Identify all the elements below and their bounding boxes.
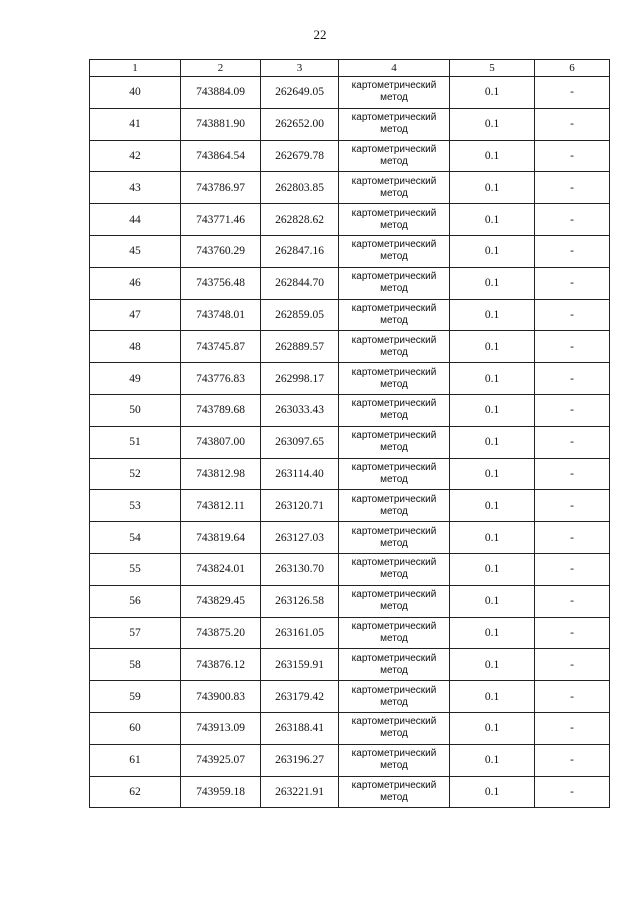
table-row [90, 585, 610, 617]
x-coordinate-cell: 743756.48 [181, 267, 261, 299]
point-number-cell: 57 [90, 617, 181, 649]
method-cell [339, 77, 450, 109]
x-coordinate-cell: 743824.01 [181, 553, 261, 585]
y-coordinate-cell: 262828.62 [261, 204, 339, 236]
table-row [90, 299, 610, 331]
note-cell: - [535, 426, 610, 458]
method-text-line2: метод [380, 155, 408, 167]
method-text-line2: метод [380, 760, 408, 772]
x-coordinate-cell: 743776.83 [181, 363, 261, 395]
point-number-cell: 56 [90, 585, 181, 617]
point-number-cell: 44 [90, 204, 181, 236]
x-coordinate-cell: 743959.18 [181, 776, 261, 808]
table-row [90, 426, 610, 458]
method-cell [339, 108, 450, 140]
method-cell [339, 522, 450, 554]
method-text-line2: метод [380, 632, 408, 644]
accuracy-cell: 0.1 [450, 267, 535, 299]
method-cell [339, 426, 450, 458]
accuracy-cell: 0.1 [450, 426, 535, 458]
note-cell: - [535, 394, 610, 426]
point-number-cell: 52 [90, 458, 181, 490]
method-text-line1: картометрический [351, 748, 437, 760]
method-cell [339, 458, 450, 490]
method-text-line2: метод [380, 442, 408, 454]
y-coordinate-cell: 262889.57 [261, 331, 339, 363]
method-text-line2: метод [380, 601, 408, 613]
x-coordinate-cell: 743812.98 [181, 458, 261, 490]
method-text-line2: метод [380, 537, 408, 549]
method-text-line2: метод [380, 473, 408, 485]
method-text-line2: метод [380, 664, 408, 676]
accuracy-cell: 0.1 [450, 394, 535, 426]
y-coordinate-cell: 262859.05 [261, 299, 339, 331]
table-row [90, 235, 610, 267]
table-row [90, 617, 610, 649]
accuracy-cell: 0.1 [450, 744, 535, 776]
method-cell [339, 585, 450, 617]
point-number-cell: 45 [90, 235, 181, 267]
table-row [90, 77, 610, 109]
note-cell: - [535, 522, 610, 554]
y-coordinate-cell: 263033.43 [261, 394, 339, 426]
point-number-cell: 51 [90, 426, 181, 458]
note-cell: - [535, 299, 610, 331]
method-text-line1: картометрический [351, 779, 437, 791]
accuracy-cell: 0.1 [450, 172, 535, 204]
method-text-line1: картометрический [351, 430, 437, 442]
y-coordinate-cell: 263126.58 [261, 585, 339, 617]
point-number-cell: 55 [90, 553, 181, 585]
point-number-cell: 41 [90, 108, 181, 140]
accuracy-cell: 0.1 [450, 712, 535, 744]
x-coordinate-cell: 743925.07 [181, 744, 261, 776]
y-coordinate-cell: 263130.70 [261, 553, 339, 585]
y-coordinate-cell: 263120.71 [261, 490, 339, 522]
method-text-line1: картометрический [351, 461, 437, 473]
table-row [90, 267, 610, 299]
x-coordinate-cell: 743875.20 [181, 617, 261, 649]
method-cell [339, 331, 450, 363]
note-cell: - [535, 617, 610, 649]
y-coordinate-cell: 262844.70 [261, 267, 339, 299]
note-cell: - [535, 712, 610, 744]
note-cell: - [535, 458, 610, 490]
point-number-cell: 49 [90, 363, 181, 395]
x-coordinate-cell: 743829.45 [181, 585, 261, 617]
table-row [90, 394, 610, 426]
y-coordinate-cell: 263097.65 [261, 426, 339, 458]
method-text-line1: картометрический [351, 239, 437, 251]
y-coordinate-cell: 262803.85 [261, 172, 339, 204]
accuracy-cell: 0.1 [450, 331, 535, 363]
point-number-cell: 58 [90, 649, 181, 681]
method-text-line1: картометрический [351, 334, 437, 346]
note-cell: - [535, 204, 610, 236]
y-coordinate-cell: 262652.00 [261, 108, 339, 140]
method-text-line1: картометрический [351, 207, 437, 219]
accuracy-cell: 0.1 [450, 585, 535, 617]
note-cell: - [535, 363, 610, 395]
method-text-line2: метод [380, 346, 408, 358]
point-number-cell: 53 [90, 490, 181, 522]
method-text-line1: картометрический [351, 525, 437, 537]
accuracy-cell: 0.1 [450, 649, 535, 681]
y-coordinate-cell: 263188.41 [261, 712, 339, 744]
method-cell [339, 267, 450, 299]
accuracy-cell: 0.1 [450, 522, 535, 554]
table-row [90, 649, 610, 681]
x-coordinate-cell: 743748.01 [181, 299, 261, 331]
y-coordinate-cell: 263179.42 [261, 681, 339, 713]
note-cell: - [535, 553, 610, 585]
point-number-cell: 60 [90, 712, 181, 744]
header-cell-y: 3 [261, 60, 339, 77]
method-cell [339, 490, 450, 522]
x-coordinate-cell: 743864.54 [181, 140, 261, 172]
header-cell-note: 6 [535, 60, 610, 77]
method-text-line2: метод [380, 124, 408, 136]
point-number-cell: 40 [90, 77, 181, 109]
x-coordinate-cell: 743786.97 [181, 172, 261, 204]
table-row [90, 172, 610, 204]
method-cell [339, 712, 450, 744]
table-row [90, 522, 610, 554]
method-cell [339, 681, 450, 713]
note-cell: - [535, 681, 610, 713]
note-cell: - [535, 140, 610, 172]
note-cell: - [535, 235, 610, 267]
accuracy-cell: 0.1 [450, 108, 535, 140]
page-number: 22 [313, 27, 327, 42]
x-coordinate-cell: 743881.90 [181, 108, 261, 140]
x-coordinate-cell: 743884.09 [181, 77, 261, 109]
note-cell: - [535, 108, 610, 140]
header-cell-method: 4 [339, 60, 450, 77]
method-text-line2: метод [380, 728, 408, 740]
method-cell [339, 363, 450, 395]
y-coordinate-cell: 263114.40 [261, 458, 339, 490]
method-text-line2: метод [380, 696, 408, 708]
table-row [90, 712, 610, 744]
table-row [90, 108, 610, 140]
method-text-line1: картометрический [351, 302, 437, 314]
method-text-line1: картометрический [351, 652, 437, 664]
x-coordinate-cell: 743771.46 [181, 204, 261, 236]
method-text-line1: картометрический [351, 80, 437, 92]
table-row [90, 681, 610, 713]
y-coordinate-cell: 263127.03 [261, 522, 339, 554]
method-text-line2: метод [380, 251, 408, 263]
table-row [90, 363, 610, 395]
point-number-cell: 46 [90, 267, 181, 299]
point-number-cell: 62 [90, 776, 181, 808]
accuracy-cell: 0.1 [450, 776, 535, 808]
y-coordinate-cell: 262649.05 [261, 77, 339, 109]
point-number-cell: 47 [90, 299, 181, 331]
method-cell [339, 140, 450, 172]
method-text-line2: метод [380, 791, 408, 803]
method-cell [339, 204, 450, 236]
note-cell: - [535, 331, 610, 363]
method-text-line1: картометрический [351, 493, 437, 505]
x-coordinate-cell: 743807.00 [181, 426, 261, 458]
method-cell [339, 172, 450, 204]
accuracy-cell: 0.1 [450, 77, 535, 109]
method-text-line1: картометрический [351, 143, 437, 155]
accuracy-cell: 0.1 [450, 204, 535, 236]
method-text-line2: метод [380, 219, 408, 231]
x-coordinate-cell: 743913.09 [181, 712, 261, 744]
y-coordinate-cell: 263221.91 [261, 776, 339, 808]
accuracy-cell: 0.1 [450, 299, 535, 331]
table-row [90, 458, 610, 490]
method-text-line2: метод [380, 378, 408, 390]
method-cell [339, 235, 450, 267]
method-text-line1: картометрический [351, 589, 437, 601]
x-coordinate-cell: 743745.87 [181, 331, 261, 363]
note-cell: - [535, 776, 610, 808]
table-body [90, 77, 610, 808]
method-text-line2: метод [380, 505, 408, 517]
method-text-line2: метод [380, 410, 408, 422]
method-cell [339, 744, 450, 776]
method-cell [339, 776, 450, 808]
x-coordinate-cell: 743900.83 [181, 681, 261, 713]
accuracy-cell: 0.1 [450, 140, 535, 172]
method-text-line2: метод [380, 187, 408, 199]
point-number-cell: 61 [90, 744, 181, 776]
method-text-line2: метод [380, 283, 408, 295]
method-text-line2: метод [380, 569, 408, 581]
accuracy-cell: 0.1 [450, 235, 535, 267]
table-row [90, 490, 610, 522]
accuracy-cell: 0.1 [450, 617, 535, 649]
header-cell-point: 1 [90, 60, 181, 77]
note-cell: - [535, 490, 610, 522]
table-row [90, 204, 610, 236]
method-cell [339, 649, 450, 681]
point-number-cell: 59 [90, 681, 181, 713]
x-coordinate-cell: 743812.11 [181, 490, 261, 522]
x-coordinate-cell: 743789.68 [181, 394, 261, 426]
method-cell [339, 553, 450, 585]
point-number-cell: 54 [90, 522, 181, 554]
y-coordinate-cell: 262847.16 [261, 235, 339, 267]
method-cell [339, 617, 450, 649]
note-cell: - [535, 77, 610, 109]
method-text-line1: картометрический [351, 620, 437, 632]
accuracy-cell: 0.1 [450, 490, 535, 522]
method-cell [339, 299, 450, 331]
y-coordinate-cell: 262998.17 [261, 363, 339, 395]
y-coordinate-cell: 263159.91 [261, 649, 339, 681]
note-cell: - [535, 649, 610, 681]
table-row [90, 140, 610, 172]
method-text-line1: картометрический [351, 112, 437, 124]
header-cell-accuracy: 5 [450, 60, 535, 77]
method-text-line1: картометрический [351, 684, 437, 696]
accuracy-cell: 0.1 [450, 681, 535, 713]
table-row [90, 776, 610, 808]
method-text-line1: картометрический [351, 557, 437, 569]
point-number-cell: 50 [90, 394, 181, 426]
x-coordinate-cell: 743760.29 [181, 235, 261, 267]
point-number-cell: 48 [90, 331, 181, 363]
header-row [90, 60, 610, 77]
method-text-line2: метод [380, 92, 408, 104]
method-text-line1: картометрический [351, 271, 437, 283]
y-coordinate-cell: 262679.78 [261, 140, 339, 172]
method-cell [339, 394, 450, 426]
x-coordinate-cell: 743819.64 [181, 522, 261, 554]
note-cell: - [535, 585, 610, 617]
method-text-line1: картометрический [351, 175, 437, 187]
table-header [90, 60, 610, 77]
table-row [90, 553, 610, 585]
point-number-cell: 42 [90, 140, 181, 172]
accuracy-cell: 0.1 [450, 553, 535, 585]
method-text-line1: картометрический [351, 366, 437, 378]
method-text-line1: картометрический [351, 398, 437, 410]
accuracy-cell: 0.1 [450, 363, 535, 395]
note-cell: - [535, 744, 610, 776]
accuracy-cell: 0.1 [450, 458, 535, 490]
table-row [90, 744, 610, 776]
method-text-line2: метод [380, 314, 408, 326]
y-coordinate-cell: 263196.27 [261, 744, 339, 776]
method-text-line1: картометрический [351, 716, 437, 728]
x-coordinate-cell: 743876.12 [181, 649, 261, 681]
note-cell: - [535, 267, 610, 299]
y-coordinate-cell: 263161.05 [261, 617, 339, 649]
note-cell: - [535, 172, 610, 204]
coordinates-table [89, 59, 610, 808]
table-row [90, 331, 610, 363]
header-cell-x: 2 [181, 60, 261, 77]
point-number-cell: 43 [90, 172, 181, 204]
